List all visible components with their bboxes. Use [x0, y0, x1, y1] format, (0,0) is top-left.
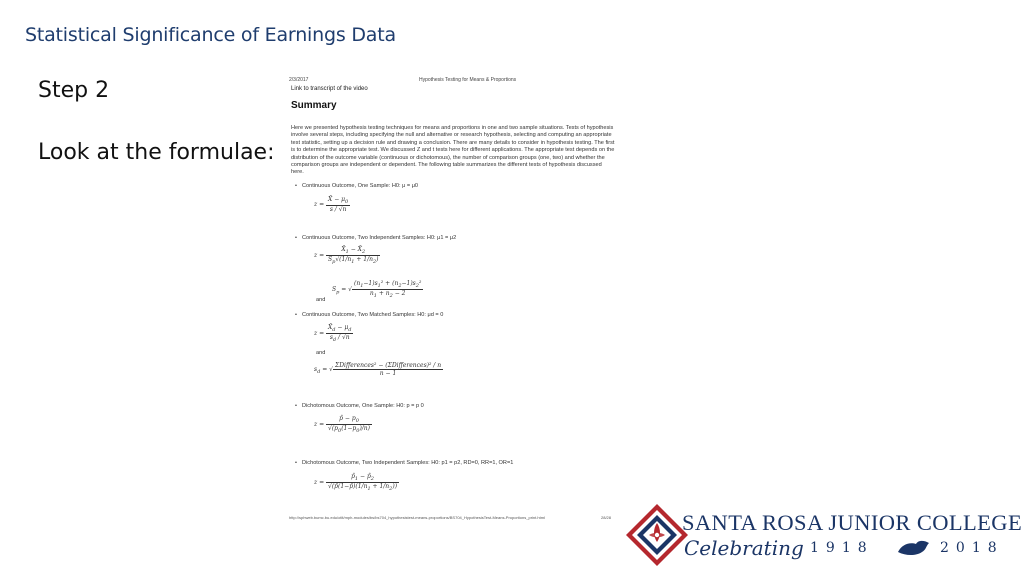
oak-leaf-icon [896, 538, 932, 558]
bullet-item: • Continuous Outcome, One Sample: H0: μ = μ0 [302, 183, 418, 189]
formula-two-proportions: z = $\frac{p̂_1 - p̂_2}{√(p̂(1-p̂)(1/n_1 + 1/n_2))}$ [314, 473, 398, 493]
formula-pooled-sd: $S_p$ = √ $\frac{(n_1-1)s_1^2 + (n_2-1)s_2^2}{n_1 + n_2 - 2}$ [332, 280, 422, 300]
document-url [289, 515, 612, 520]
bullet-item: • Continuous Outcome, Two Matched Samples: H0: μd = 0 [302, 312, 443, 318]
document-header [289, 77, 619, 83]
and-label: and [316, 350, 326, 356]
instruction-text: Look at the formulae: [38, 140, 275, 165]
url-text: http://sphweb.bumc.bu.edu/otlt/mph-modules/bs/bs704_hypothesistest-means-proportions/BS704_HypothesisTest-Means-Proportions_print.html [289, 515, 545, 520]
and-label: and [316, 297, 326, 303]
step-label: Step 2 [38, 78, 110, 103]
document-header-title: Hypothesis Testing for Means & Proportions [419, 77, 517, 83]
formula-two-independent-means: z = $\frac{X̄_1 - X̄_2}{S_p√(1/n_1 + 1/n_2)}$ [314, 246, 379, 266]
celebrating-text: Celebrating [684, 536, 804, 560]
year-2018: 2018 [940, 540, 1004, 556]
college-name: SANTA ROSA JUNIOR COLLEGE [682, 510, 1023, 535]
bullet-item: • Dichotomous Outcome, Two Independent Samples: H0: p1 = p2, RD=0, RR=1, OR=1 [302, 460, 513, 466]
document-date: 2/3/2017 [289, 77, 309, 83]
year-1918: 1918 [810, 540, 874, 556]
summary-heading: Summary [291, 100, 337, 111]
college-logo-icon [624, 502, 690, 568]
bullet-item: • Continuous Outcome, Two Independent Samples: H0: μ1 = μ2 [302, 235, 456, 241]
formula-one-sample-mean: z = $\frac{X̄ - \mu_0}{s / √n}$ [314, 196, 349, 214]
document-screenshot [284, 72, 624, 524]
formula-sd-differences: $s_d$ = √ $\frac{\text{ΣDifferences² − (ΣDifferences)² / n}}{n - 1}$ [314, 362, 442, 377]
bullet-item: • Dichotomous Outcome, One Sample: H0: p = p 0 [302, 403, 424, 409]
transcript-link[interactable]: Link to transcript of the video [291, 86, 368, 92]
formula-matched-samples: z = $\frac{X̄_d - \mu_d}{s_d / √n}$ [314, 324, 352, 344]
formula-one-sample-proportion: z = $\frac{p̂ - p_0}{√(p_0(1-p_0)/n)}$ [314, 415, 371, 435]
page-number: 28/28 [601, 515, 612, 520]
slide-title: Statistical Significance of Earnings Data [25, 24, 396, 46]
summary-paragraph: Here we presented hypothesis testing techniques for means and proportions in one and two sample situations. Tests of hypothesis involve several steps, including specifying the null and alternative or research hypothesis, selecting and computing an appropriate test statistic, setting up a decision rule and drawing a conclusion. There are many details to consider in hypothesis testing. The first is to determine the appropriate test. We discussed Z and t tests here for different applications. The appropriate test depends on the distribution of the outcome variable (continuous or dichotomous), the number of comparison groups (one, two) and whether the comparison groups are independent or dependent. The following table summarizes the different tests of hypothesis discussed here. [291, 125, 615, 176]
